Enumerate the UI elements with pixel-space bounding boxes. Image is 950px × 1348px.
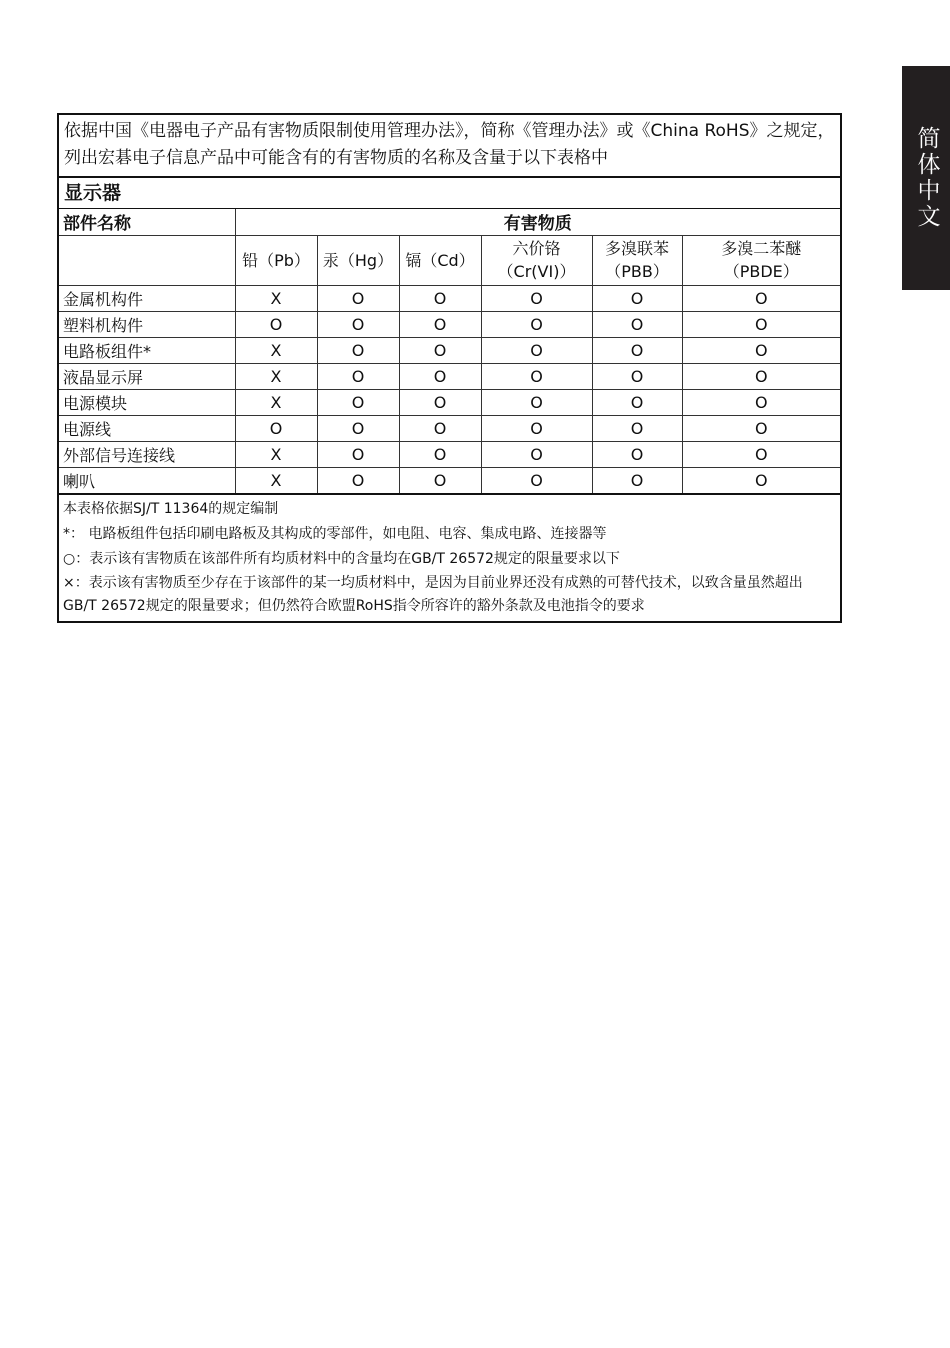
- substance-value-cell: X: [235, 441, 317, 467]
- part-name-header-spacer: [59, 235, 235, 285]
- substance-value-cell: X: [235, 467, 317, 493]
- column-header-cd: 镉（Cd）: [399, 235, 481, 285]
- column-header-pbb: 多溴联苯 （PBB）: [592, 235, 682, 285]
- substance-value-cell: O: [682, 363, 840, 389]
- note-circle-symbol: ○：表示该有害物质在该部件所有均质材料中的含量均在GB/T 26572规定的限量要求以下: [63, 551, 620, 567]
- substance-value-cell: O: [481, 389, 592, 415]
- substance-value-cell: O: [317, 337, 399, 363]
- table-notes: [59, 493, 840, 621]
- substance-value-cell: O: [235, 311, 317, 337]
- hazardous-substance-declaration: [57, 113, 842, 623]
- substance-value-cell: O: [682, 467, 840, 493]
- substance-value-cell: O: [481, 311, 592, 337]
- part-name-cell: 电源模块: [59, 389, 235, 415]
- part-name-cell: 外部信号连接线: [59, 441, 235, 467]
- substance-value-cell: O: [399, 285, 481, 311]
- intro-text: 依据中国《电器电子产品有害物质限制使用管理办法》，简称《管理办法》或《China RoHS》之规定，列出宏碁电子信息产品中可能含有的有害物质的名称及含量于以下表格中: [59, 115, 840, 178]
- column-header-crvi: 六价铬 （Cr(VI)）: [481, 235, 592, 285]
- part-name-cell: 液晶显示屏: [59, 363, 235, 389]
- table-row: [59, 441, 840, 467]
- substance-value-cell: O: [592, 311, 682, 337]
- substance-value-cell: O: [481, 441, 592, 467]
- part-name-cell: 金属机构件: [59, 285, 235, 311]
- substance-value-cell: X: [235, 337, 317, 363]
- part-name-cell: 喇叭: [59, 467, 235, 493]
- substance-value-cell: O: [317, 467, 399, 493]
- substance-value-cell: O: [592, 467, 682, 493]
- substance-value-cell: O: [399, 311, 481, 337]
- table-row: [59, 363, 840, 389]
- substance-value-cell: O: [317, 311, 399, 337]
- substance-value-cell: O: [592, 337, 682, 363]
- substance-value-cell: O: [481, 285, 592, 311]
- substance-value-cell: O: [399, 467, 481, 493]
- language-tab: [902, 66, 950, 290]
- table-row: [59, 311, 840, 337]
- substance-value-cell: O: [481, 415, 592, 441]
- substance-value-cell: O: [481, 337, 592, 363]
- substance-value-cell: O: [682, 337, 840, 363]
- substance-value-cell: O: [682, 285, 840, 311]
- substance-value-cell: O: [592, 389, 682, 415]
- substance-value-cell: O: [682, 415, 840, 441]
- product-name: 显示器: [59, 178, 840, 209]
- substance-value-cell: O: [481, 467, 592, 493]
- language-tab-label: 简体中文: [913, 126, 940, 230]
- column-header-pb: 铅（Pb）: [235, 235, 317, 285]
- table-row: [59, 415, 840, 441]
- note-circuit-board: *： 电路板组件包括印刷电路板及其构成的零部件，如电阻、电容、集成电路、连接器等: [63, 526, 607, 542]
- table-row: [59, 285, 840, 311]
- note-cross-symbol: ×：表示该有害物质至少存在于该部件的某一均质材料中，是因为目前业界还没有成熟的可替代技术，以致含量虽然超出GB/T 26572规定的限量要求；但仍然符合欧盟RoHS指令所容许的豁外条款及电池指令的要求: [63, 575, 803, 614]
- substance-header: 有害物质: [235, 209, 840, 235]
- substance-value-cell: O: [317, 415, 399, 441]
- substance-value-cell: O: [399, 363, 481, 389]
- table-row: [59, 467, 840, 493]
- substance-value-cell: O: [399, 389, 481, 415]
- substance-value-cell: O: [481, 363, 592, 389]
- table-row: [59, 337, 840, 363]
- substance-value-cell: O: [399, 415, 481, 441]
- substance-value-cell: O: [592, 441, 682, 467]
- substance-value-cell: X: [235, 363, 317, 389]
- substance-table: [59, 209, 840, 493]
- substance-value-cell: O: [317, 285, 399, 311]
- substance-value-cell: O: [317, 441, 399, 467]
- substance-value-cell: X: [235, 389, 317, 415]
- part-name-cell: 电路板组件*: [59, 337, 235, 363]
- note-standard: 本表格依据SJ/T 11364的规定编制: [63, 501, 279, 517]
- substance-value-cell: O: [682, 389, 840, 415]
- substance-value-cell: O: [399, 337, 481, 363]
- substance-value-cell: O: [682, 441, 840, 467]
- substance-value-cell: O: [592, 285, 682, 311]
- column-header-hg: 汞（Hg）: [317, 235, 399, 285]
- substance-value-cell: O: [592, 363, 682, 389]
- substance-value-cell: O: [682, 311, 840, 337]
- table-row: [59, 389, 840, 415]
- substance-value-cell: O: [317, 363, 399, 389]
- substance-value-cell: O: [235, 415, 317, 441]
- substance-value-cell: O: [399, 441, 481, 467]
- part-name-cell: 塑料机构件: [59, 311, 235, 337]
- substance-value-cell: O: [317, 389, 399, 415]
- part-name-header: 部件名称: [59, 209, 235, 235]
- column-header-pbde: 多溴二苯醚 （PBDE）: [682, 235, 840, 285]
- substance-value-cell: X: [235, 285, 317, 311]
- part-name-cell: 电源线: [59, 415, 235, 441]
- substance-value-cell: O: [592, 415, 682, 441]
